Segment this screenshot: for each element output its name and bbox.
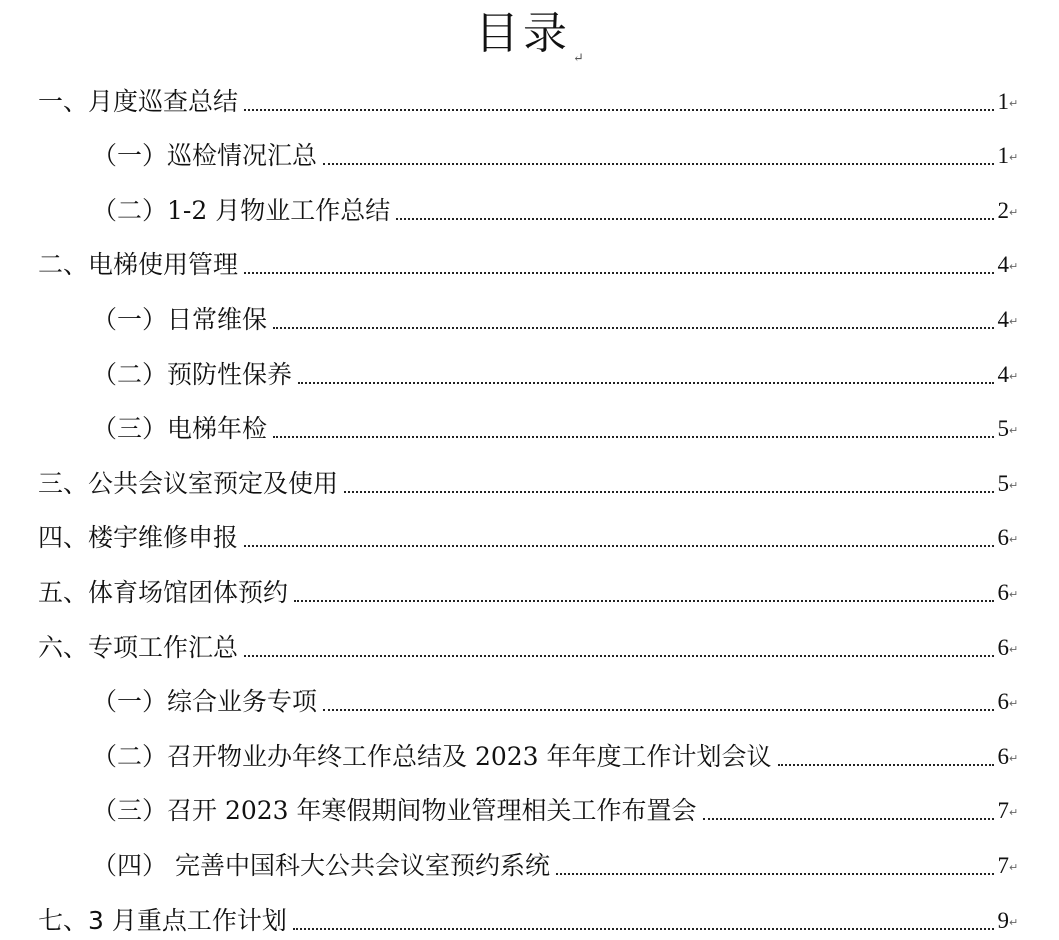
toc-page-number: 6	[997, 525, 1009, 551]
toc-entry-text: （一）巡检情况汇总	[92, 141, 318, 171]
toc-page-number: 6	[997, 743, 1009, 769]
toc-dot-leader	[396, 218, 993, 220]
paragraph-mark-icon: ↵	[1009, 424, 1019, 438]
toc-entry-text: （三）召开 2023 年寒假期间物业管理相关工作布置会	[92, 796, 697, 826]
toc-entry-text: 二、电梯使用管理	[38, 250, 239, 280]
toc-entry-text: 七、3 月重点工作计划	[38, 905, 287, 935]
toc-dot-leader	[323, 163, 993, 165]
toc-entry-section[interactable]	[0, 448, 1059, 503]
paragraph-mark-icon: ↵	[1009, 915, 1019, 929]
paragraph-mark-icon: ↵	[1009, 533, 1019, 547]
toc-dot-leader	[244, 655, 993, 657]
toc-page-number: 5	[997, 416, 1009, 442]
toc-page-number: 7	[997, 798, 1009, 824]
toc-entry-text: （四） 完善中国科大公共会议室预约系统	[92, 850, 550, 880]
toc-dot-leader	[273, 327, 993, 329]
toc-dot-leader	[244, 272, 993, 274]
paragraph-mark-icon: ↵	[1009, 260, 1019, 274]
toc-entry-subsection[interactable]	[0, 830, 1059, 885]
toc-entry-subsection[interactable]	[0, 121, 1059, 176]
toc-entry-text: 一、月度巡查总结	[38, 86, 239, 116]
toc-dot-leader	[778, 764, 994, 766]
toc-entry-text: （一）日常维保	[92, 304, 268, 334]
toc-entry-section[interactable]	[0, 557, 1059, 612]
toc-entry-section[interactable]	[0, 66, 1059, 121]
toc-entry-subsection[interactable]	[0, 175, 1059, 230]
toc-dot-leader	[294, 600, 993, 602]
toc-entry-text: （二）预防性保养	[92, 359, 293, 389]
toc-entry-text: 三、公共会议室预定及使用	[38, 468, 339, 498]
toc-page-number: 1	[997, 143, 1009, 169]
toc-entry-section[interactable]	[0, 503, 1059, 558]
toc-entry-subsection[interactable]	[0, 284, 1059, 339]
paragraph-mark-icon: ↵	[1009, 751, 1019, 765]
toc-dot-leader	[703, 818, 994, 820]
toc-dot-leader	[323, 709, 993, 711]
paragraph-mark-icon: ↵	[1009, 96, 1019, 110]
toc-page-number: 2	[997, 197, 1009, 223]
paragraph-mark-icon: ↵	[1009, 587, 1019, 601]
paragraph-mark-icon: ↵	[573, 51, 584, 66]
toc-entry-text: （二）召开物业办年终工作总结及 2023 年年度工作计划会议	[92, 741, 772, 771]
toc-entry-subsection[interactable]	[0, 394, 1059, 449]
toc-entry-section[interactable]	[0, 612, 1059, 667]
toc-entry-section[interactable]	[0, 885, 1059, 940]
paragraph-mark-icon: ↵	[1009, 314, 1019, 328]
toc-page-number: 4	[997, 361, 1009, 387]
table-of-contents	[0, 66, 1059, 940]
paragraph-mark-icon: ↵	[1009, 205, 1019, 219]
paragraph-mark-icon: ↵	[1009, 860, 1019, 874]
toc-entry-text: 六、专项工作汇总	[38, 632, 239, 662]
toc-entry-subsection[interactable]	[0, 721, 1059, 776]
toc-page-number: 6	[997, 689, 1009, 715]
toc-page-number: 4	[997, 252, 1009, 278]
toc-page-number: 1	[997, 88, 1009, 114]
toc-dot-leader	[273, 436, 993, 438]
toc-entry-text: 四、楼宇维修申报	[38, 523, 239, 553]
paragraph-mark-icon: ↵	[1009, 369, 1019, 383]
toc-dot-leader	[244, 109, 993, 111]
toc-entry-text: （二）1-2 月物业工作总结	[92, 195, 391, 225]
toc-dot-leader	[244, 545, 993, 547]
toc-page-number: 6	[997, 634, 1009, 660]
paragraph-mark-icon: ↵	[1009, 806, 1019, 820]
toc-entry-subsection[interactable]	[0, 339, 1059, 394]
toc-entry-text: （一）综合业务专项	[92, 687, 318, 717]
toc-entry-section[interactable]	[0, 230, 1059, 285]
toc-page-number: 7	[997, 852, 1009, 878]
toc-entry-subsection[interactable]	[0, 776, 1059, 831]
toc-entry-subsection[interactable]	[0, 667, 1059, 722]
toc-dot-leader	[344, 491, 993, 493]
toc-entry-text: 五、体育场馆团体预约	[38, 577, 289, 607]
paragraph-mark-icon: ↵	[1009, 478, 1019, 492]
toc-entry-text: （三）电梯年检	[92, 414, 268, 444]
toc-page-number: 5	[997, 470, 1009, 496]
toc-dot-leader	[293, 928, 994, 930]
toc-page-number: 6	[997, 579, 1009, 605]
toc-page-number: 4	[997, 306, 1009, 332]
paragraph-mark-icon: ↵	[1009, 642, 1019, 656]
toc-dot-leader	[556, 873, 994, 875]
toc-page-number: 9	[997, 907, 1009, 933]
toc-dot-leader	[298, 382, 993, 384]
paragraph-mark-icon: ↵	[1009, 697, 1019, 711]
toc-title-text: 目录	[475, 8, 572, 59]
paragraph-mark-icon: ↵	[1009, 151, 1019, 165]
